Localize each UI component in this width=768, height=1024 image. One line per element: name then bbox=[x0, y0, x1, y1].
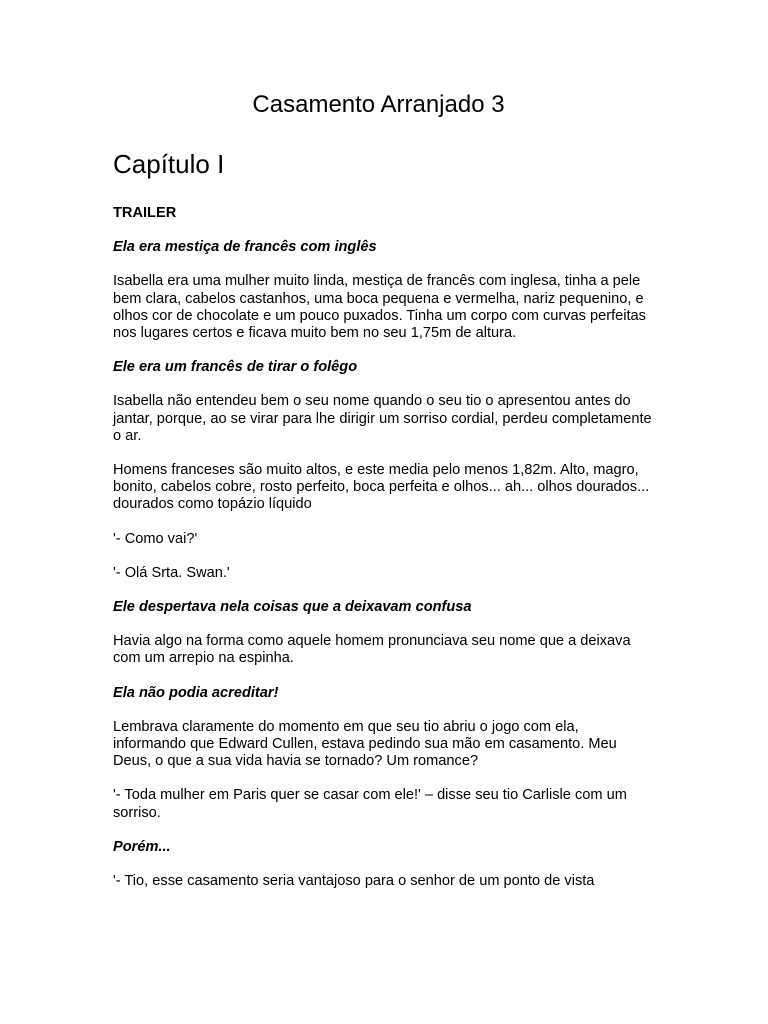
paragraph: Homens franceses são muito altos, e este media pelo menos 1,82m. Alto, magro, bonito, cabelos cobre, rosto perfeito, boca perfeita e olhos... ah... olhos dourados... dourados como topázio líquido bbox=[113, 462, 650, 513]
section-heading: Ela era mestiça de francês com inglês bbox=[113, 239, 377, 256]
paragraph: Havia algo na forma como aquele homem pronunciava seu nome que a deixava com um arrepio na espinha. bbox=[113, 633, 631, 667]
paragraph: '- Toda mulher em Paris quer se casar com ele!' – disse seu tio Carlisle com um sorriso. bbox=[113, 787, 627, 821]
section-heading: Ele era um francês de tirar o folêgo bbox=[113, 359, 358, 376]
document-body bbox=[113, 205, 653, 907]
dialogue-line: '- Como vai?' bbox=[113, 530, 198, 547]
chapter-heading: Capítulo I bbox=[113, 149, 225, 179]
paragraph: '- Tio, esse casamento seria vantajoso para o senhor de um ponto de vista bbox=[113, 873, 595, 890]
section-heading: Ele despertava nela coisas que a deixavam confusa bbox=[113, 599, 472, 616]
section-heading: Porém... bbox=[113, 838, 171, 855]
document-title: Casamento Arranjado 3 bbox=[252, 91, 505, 118]
trailer-label: TRAILER bbox=[113, 205, 177, 221]
paragraph: Isabella não entendeu bem o seu nome quando o seu tio o apresentou antes do jantar, porque, ao se virar para lhe dirigir um sorriso cordial, perdeu completamente o ar. bbox=[113, 393, 652, 444]
paragraph: Lembrava claramente do momento em que seu tio abriu o jogo com ela, informando que Edward Cullen, estava pedindo sua mão em casamento. Meu Deus, o que a sua vida havia se tornado? Um romance? bbox=[113, 718, 617, 770]
paragraph: Isabella era uma mulher muito linda, mestiça de francês com inglesa, tinha a pele bem clara, cabelos castanhos, uma boca pequena e vermelha, nariz pequenino, e olhos cor de chocolate e um pouco puxados. Tinha um corpo com curvas perfeitas nos lugares certos e ficava muito bem no seu 1,75m de altura. bbox=[113, 273, 646, 342]
dialogue-line: '- Olá Srta. Swan.' bbox=[113, 564, 230, 581]
section-heading: Ela não podia acreditar! bbox=[113, 684, 279, 701]
